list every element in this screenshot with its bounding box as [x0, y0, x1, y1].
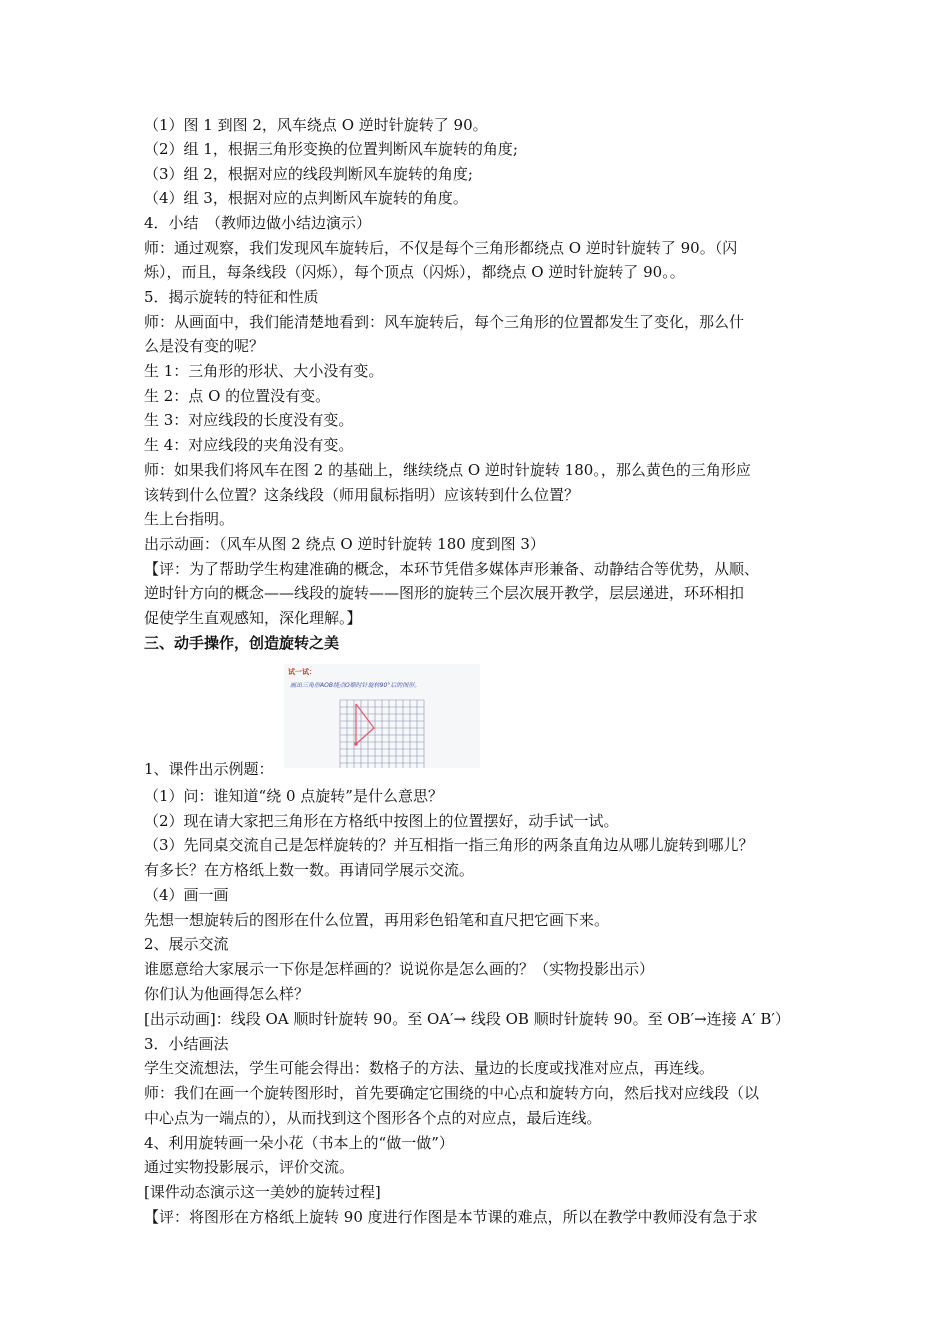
triangle-shape	[356, 704, 374, 744]
text-line: 中心点为一端点的），从而找到这个图形各个点的对应点，最后连线。	[144, 1109, 602, 1127]
section-heading: 1、课件出示例题：	[144, 760, 274, 778]
text-line: [课件动态演示这一美妙的旋转过程]	[144, 1183, 381, 1201]
text-line: 生 1：三角形的形状、大小没有变。	[144, 362, 384, 380]
grid-figure	[284, 664, 480, 768]
text-line: 出示动画：（风车从图 2 绕点 O 逆时针旋转 180 度到图 3）	[144, 535, 545, 553]
text-line: （2）现在请大家把三角形在方格纸中按图上的位置摆好，动手试一试。	[144, 812, 619, 830]
section-title: 三、动手操作，创造旋转之美	[144, 634, 340, 652]
text-line: 烁），而且，每条线段（闪烁），每个顶点（闪烁），都绕点 O 逆时针旋转了 90。。	[144, 263, 685, 281]
text-line: 该转到什么位置？这条线段（师用鼠标指明）应该转到什么位置？	[144, 486, 580, 504]
text-line: 么是没有变的呢？	[144, 337, 265, 355]
text-line: （4）组 3，根据对应的点判断风车旋转的角度。	[144, 189, 468, 207]
section-heading: 3．小结画法	[144, 1035, 229, 1053]
figure-title: 试一试：	[288, 668, 316, 676]
text-line: 通过实物投影展示，评价交流。	[144, 1158, 355, 1176]
text-line: 师：从画面中，我们能清楚地看到：风车旋转后，每个三角形的位置都发生了变化，那么什	[144, 313, 745, 331]
section-heading: 2、展示交流	[144, 935, 229, 953]
text-line: 有多长？在方格纸上数一数。再请同学展示交流。	[144, 861, 475, 879]
text-line: （1）图 1 到图 2，风车绕点 O 逆时针旋转了 90。	[144, 116, 488, 134]
text-line: （4）画一画	[144, 886, 229, 904]
comment-line: 促使学生直观感知，深化理解。】	[144, 609, 362, 627]
rotation-exercise-figure	[284, 664, 480, 768]
text-line: 生 2：点 O 的位置没有变。	[144, 387, 331, 405]
text-line: （2）组 1，根据三角形变换的位置判断风车旋转的角度;	[144, 140, 518, 158]
text-line: 师：通过观察，我们发现风车旋转后，不仅是每个三角形都绕点 O 逆时针旋转了 90。（闪	[144, 239, 738, 257]
section-heading: 4、利用旋转画一朵小花（书本上的“做一做”）	[144, 1134, 454, 1152]
text-line: 生上台指明。	[144, 510, 235, 528]
text-line: （3）先同桌交流自己是怎样旋转的？并互相指一指三角形的两条直角边从哪儿旋转到哪儿？	[144, 836, 754, 854]
text-line: [出示动画]：线段 OA 顺时针旋转 90。至 OA′→ 线段 OB 顺时针旋转 90。至 OB′→连接 A′ B′）	[144, 1010, 790, 1028]
comment-line: 逆时针方向的概念——线段的旋转——图形的旋转三个层次展开教学，层层递进，环环相扣	[144, 584, 745, 602]
center-point-o	[354, 742, 358, 746]
text-line: 生 3：对应线段的长度没有变。	[144, 411, 354, 429]
text-line: 生 4：对应线段的夹角没有变。	[144, 436, 354, 454]
figure-prompt: 画出三角形AOB绕点O顺时针旋转90°后的图形。	[290, 682, 421, 689]
text-line: 先想一想旋转后的图形在什么位置，再用彩色铅笔和直尺把它画下来。	[144, 911, 610, 929]
comment-line: 【评：将图形在方格纸上旋转 90 度进行作图是本节课的难点，所以在教学中教师没有急于求	[144, 1208, 758, 1226]
section-heading: 5．揭示旋转的特征和性质	[144, 288, 319, 306]
section-heading: 4．小结 （教师边做小结边演示）	[144, 214, 372, 232]
text-line: （1）问：谁知道“绕 0 点旋转”是什么意思？	[144, 787, 443, 805]
text-line: 学生交流想法，学生可能会得出：数格子的方法、量边的长度或找准对应点，再连线。	[144, 1059, 715, 1077]
text-line: 师：如果我们将风车在图 2 的基础上，继续绕点 O 逆时针旋转 180。，那么黄色的三角形应	[144, 461, 751, 479]
text-line: 师：我们在画一个旋转图形时，首先要确定它围绕的中心点和旋转方向，然后找对应线段（以	[144, 1084, 760, 1102]
comment-line: 【评：为了帮助学生构建准确的概念，本环节凭借多媒体声形兼备、动静结合等优势，从顺、	[144, 560, 760, 578]
text-line: 谁愿意给大家展示一下你是怎样画的？说说你是怎么画的？（实物投影出示）	[144, 960, 655, 978]
text-line: 你们认为他画得怎么样？	[144, 985, 310, 1003]
text-line: （3）组 2，根据对应的线段判断风车旋转的角度;	[144, 165, 473, 183]
